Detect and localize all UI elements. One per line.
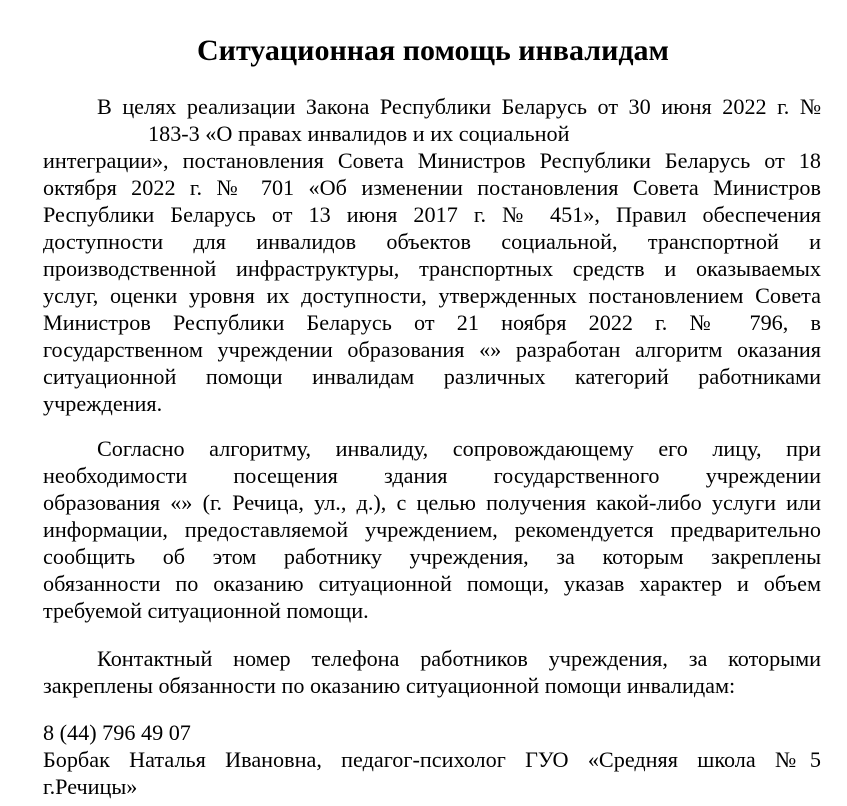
paragraph-line: требуемой ситуационной помощи. bbox=[43, 598, 369, 623]
contact-phone: 8 (44) 796 49 07 bbox=[43, 720, 191, 745]
paragraph-line: образования «» (г. Речица, ул., д.), с целью получения какой-либо услуги или bbox=[43, 490, 821, 515]
paragraph-line: Контактный номер телефона работников учреждения, за которыми bbox=[97, 646, 821, 671]
contact-details bbox=[43, 719, 821, 800]
paragraph-line: интеграции», постановления Совета Министров Республики Беларусь от 18 bbox=[43, 148, 821, 173]
paragraph-line: государственном учреждении образования «» разработан алгоритм оказания bbox=[43, 337, 821, 362]
paragraph-line: сообщить об этом работнику учреждения, за которым закреплены bbox=[43, 544, 821, 569]
paragraph-line: Согласно алгоритму, инвалиду, сопровождающему его лицу, при bbox=[97, 436, 821, 461]
paragraph-line: Республики Беларусь от 13 июня 2017 г. № 451», Правил обеспечения bbox=[43, 202, 821, 227]
paragraph-line: В целях реализации Закона Республики Беларусь от 30 июня 2022 г. № bbox=[97, 94, 821, 119]
page-title: Ситуационная помощь инвалидам bbox=[197, 34, 669, 67]
paragraph-line: закреплены обязанности по оказанию ситуационной помощи инвалидам: bbox=[43, 673, 736, 698]
paragraph-line: услуг, оценки уровня их доступности, утвержденных постановлением Совета bbox=[43, 283, 821, 308]
paragraph-algorithm bbox=[43, 435, 821, 624]
paragraph-line: ситуационной помощи инвалидам различных категорий работниками bbox=[43, 364, 821, 389]
paragraph-contact-intro bbox=[43, 645, 821, 699]
paragraph-legal-basis bbox=[43, 93, 821, 417]
contact-person: Борбак Наталья Ивановна, педагог-психолог ГУО «Средняя школа №5 bbox=[43, 747, 821, 772]
paragraph-line: необходимости посещения здания государственного учреждении bbox=[43, 463, 821, 488]
paragraph-line: обязанности по оказанию ситуационной помощи, указав характер и объем bbox=[43, 571, 821, 596]
paragraph-line: октября 2022 г. № 701 «Об изменении постановления Совета Министров bbox=[43, 175, 821, 200]
paragraph-line: информации, предоставляемой учреждением, рекомендуется предварительно bbox=[43, 517, 821, 542]
paragraph-line: 183-3 «О правах инвалидов и их социальной bbox=[148, 121, 570, 146]
paragraph-line: производственной инфраструктуры, транспортных средств и оказываемых bbox=[43, 256, 821, 281]
paragraph-line: Министров Республики Беларусь от 21 ноября 2022 г. № 796, в bbox=[43, 310, 821, 335]
paragraph-line: доступности для инвалидов объектов социальной, транспортной и bbox=[43, 229, 821, 254]
paragraph-line: учреждения. bbox=[43, 391, 163, 416]
contact-person-continued: г.Речицы» bbox=[43, 774, 138, 799]
